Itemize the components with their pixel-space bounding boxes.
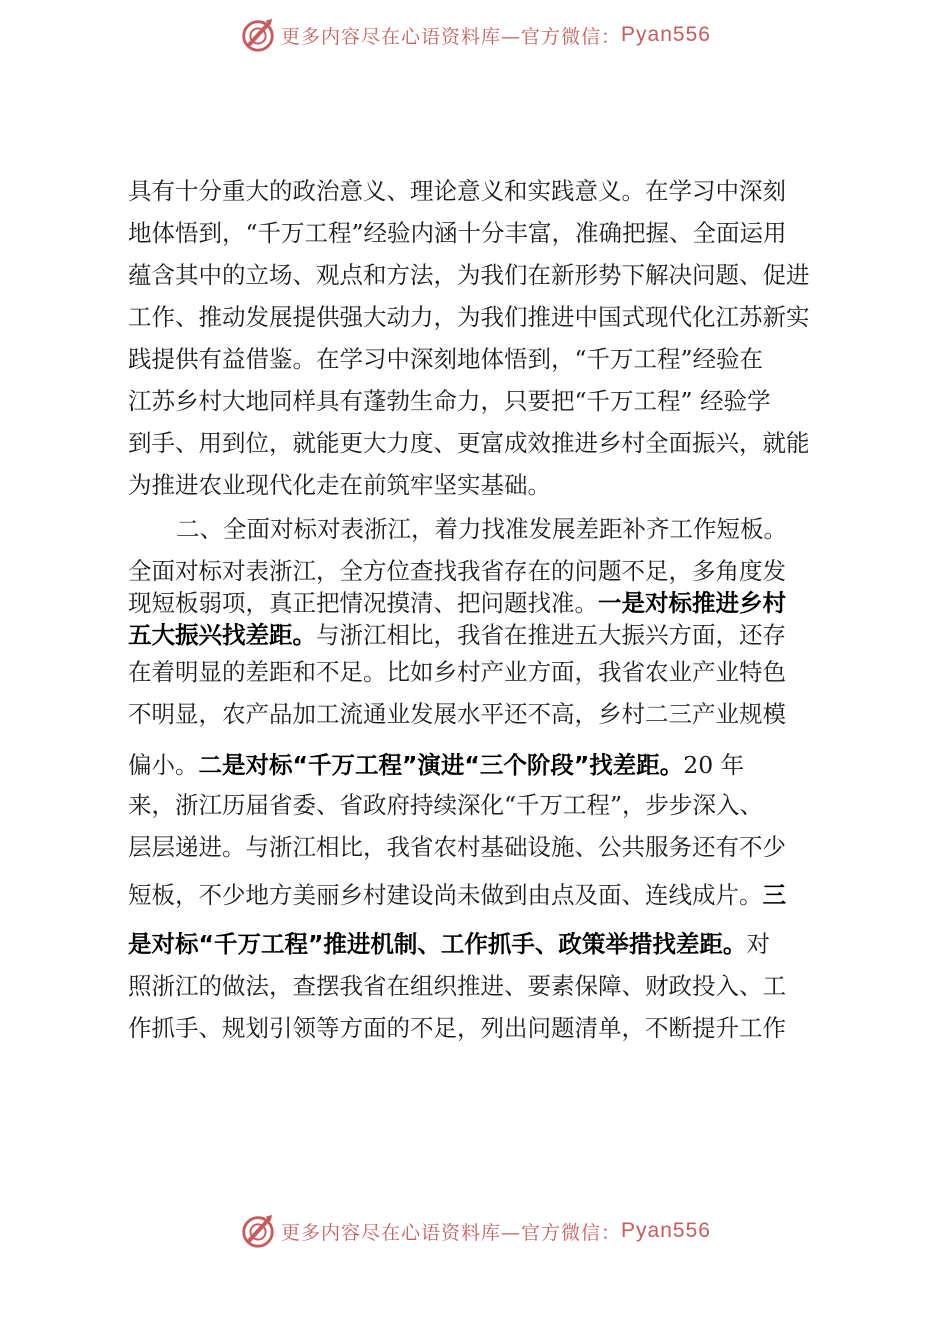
bold-run: 是对标“千万工程”推进机制、工作抓手、政策举措找差距。	[128, 930, 747, 958]
text-line	[128, 588, 786, 618]
text-line: 不明显，农产品加工流通业发展水平还不高，乡村二三产业规模	[128, 700, 786, 728]
footer-banner	[0, 1212, 950, 1250]
text-line	[128, 620, 786, 650]
text-run: 20 年	[683, 751, 745, 779]
bold-run: 一是对标推进乡村	[598, 589, 786, 617]
bold-run: 二是对标“千万工程”演进“三个阶段”找差距。	[198, 751, 684, 779]
text-line: 层层递进。与浙江相比，我省农村基础设施、公共服务还有不少	[128, 833, 786, 861]
footer-wechat-id: Pyan556	[621, 1219, 711, 1242]
text-line	[128, 880, 786, 910]
text-line: 践提供有益借鉴。在学习中深刻地体悟到，“千万工程”经验在	[128, 345, 764, 373]
text-line: 为推进农业现代化走在前筑牢坚实基础。	[128, 471, 551, 499]
text-run: 与浙江相比，我省在推进五大振兴方面，还存	[316, 621, 786, 649]
text-line	[128, 929, 770, 959]
text-run: 对	[746, 930, 770, 958]
text-line: 来，浙江历届省委、省政府持续深化“千万工程”，步步深入、	[128, 791, 764, 819]
bold-run: 五大振兴找差距。	[128, 621, 316, 649]
text-run: 现短板弱项，真正把情况摸清、把问题找准。	[128, 589, 598, 617]
text-line: 工作、推动发展提供强大动力，为我们推进中国式现代化江苏新实	[128, 303, 810, 331]
text-line: 蕴含其中的立场、观点和方法，为我们在新形势下解决问题、促进	[128, 261, 810, 289]
text-line	[128, 750, 744, 780]
footer-text: 更多内容尽在心语资料库—官方微信：	[281, 1221, 622, 1244]
text-line: 照浙江的做法，查摆我省在组织推进、要素保障、财政投入、工	[128, 972, 786, 1000]
header-wechat-id: Pyan556	[621, 23, 711, 46]
text-run: 短板，不少地方美丽乡村建设尚未做到由点及面、连线成片。	[128, 881, 763, 909]
bold-run: 三	[762, 881, 786, 909]
header-text: 更多内容尽在心语资料库—官方微信：	[281, 25, 622, 48]
text-line: 作抓手、规划引领等方面的不足，列出问题清单，不断提升工作	[128, 1014, 786, 1042]
text-line: 具有十分重大的政治意义、理论意义和实践意义。在学习中深刻	[128, 177, 786, 205]
logo-icon	[239, 16, 277, 54]
text-line: 地体悟到，“千万工程”经验内涵十分丰富，准确把握、全面运用	[128, 219, 787, 247]
text-line: 全面对标对表浙江，全方位查找我省存在的问题不足，多角度发	[128, 557, 786, 585]
text-line: 在着明显的差距和不足。比如乡村产业方面，我省农业产业特色	[128, 658, 786, 686]
header-banner	[0, 16, 950, 54]
text-line: 江苏乡村大地同样具有蓬勃生命力，只要把“千万工程” 经验学	[128, 387, 771, 415]
text-line: 到手、用到位，就能更大力度、更富成效推进乡村全面振兴，就能	[128, 429, 810, 457]
text-run: 偏小。	[128, 751, 199, 779]
section-heading: 二、全面对标对表浙江，着力找准发展差距补齐工作短板。	[176, 515, 787, 543]
logo-icon	[239, 1212, 277, 1250]
